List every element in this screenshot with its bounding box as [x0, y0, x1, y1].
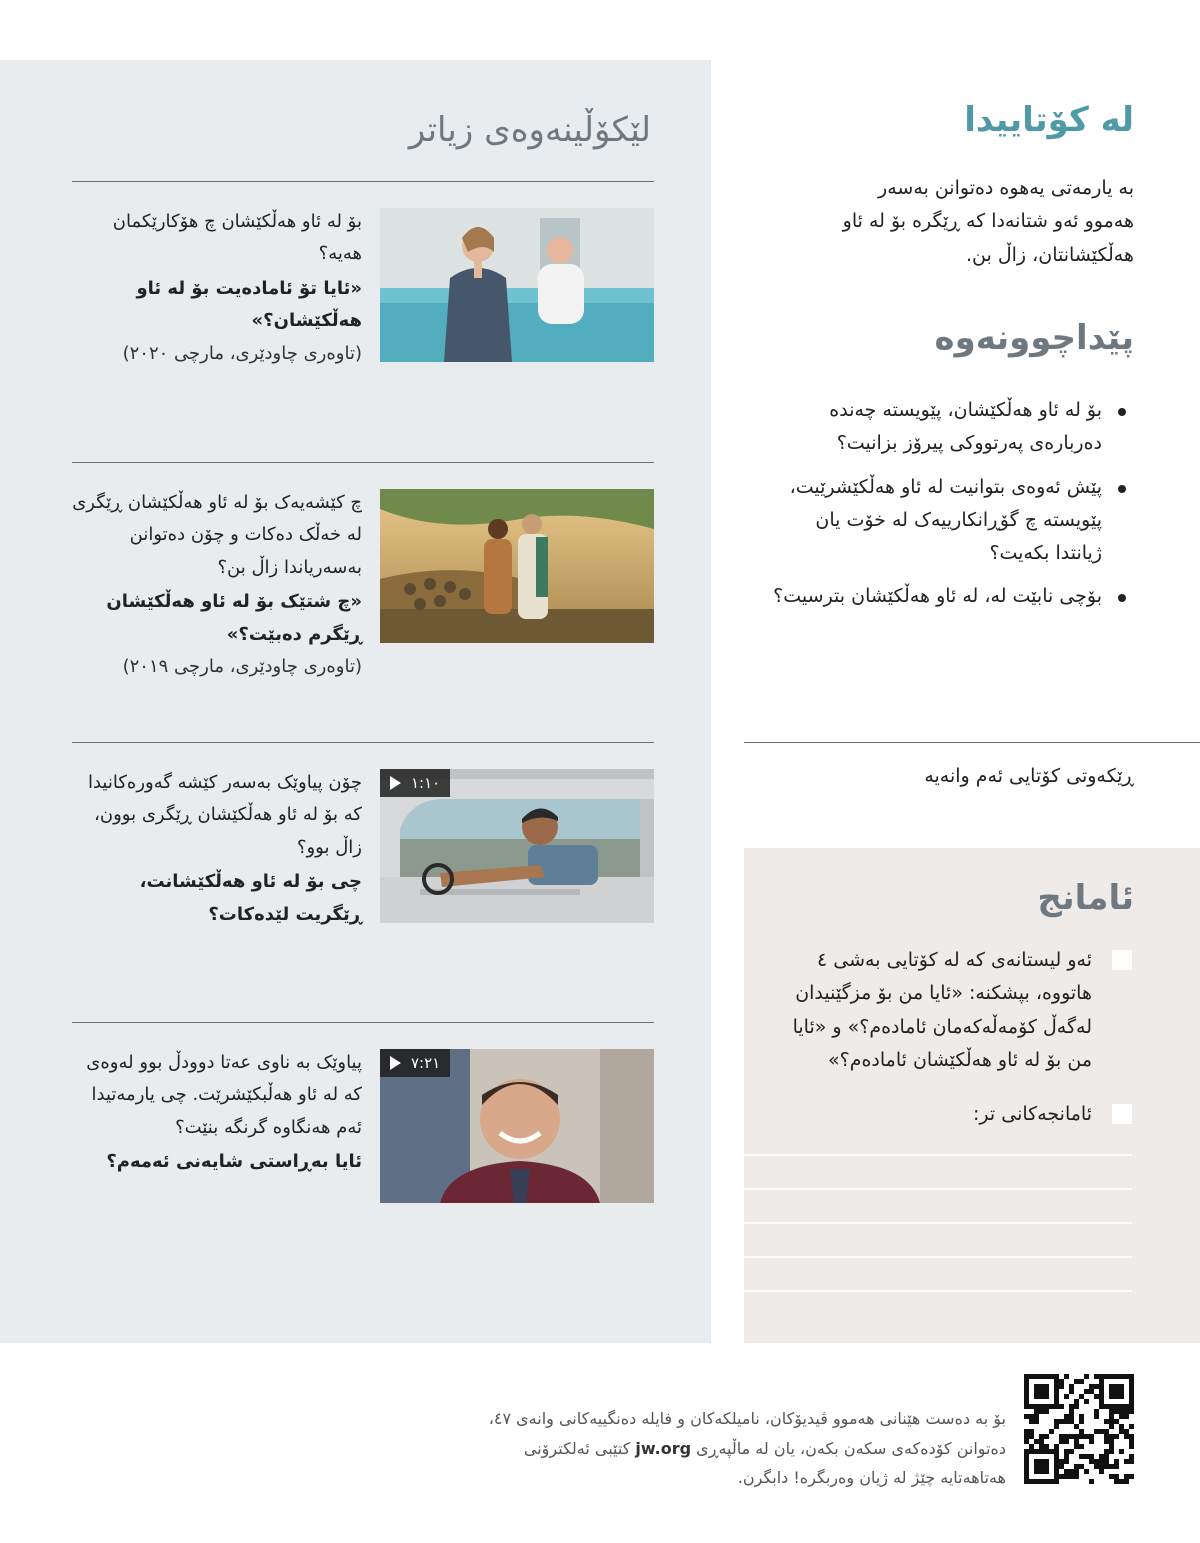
study-link-title[interactable]: «چ شتێک بۆ لە ئاو هەڵکێشان ڕێگرم دەبێت؟»: [106, 591, 362, 645]
goals-panel: [744, 848, 1200, 1343]
smiling-man-video[interactable]: [380, 1049, 654, 1203]
last-lesson-date-label: ڕێکەوتی کۆتایی ئەم وانەیە: [924, 765, 1134, 787]
study-question: پیاوێک بە ناوی عەتا دوودڵ بوو لەوەی کە لە ئاو هەڵبکێشرێت. چی یارمەتیدا ئەم هەنگاوە گرنگە بنێت؟: [86, 1052, 362, 1138]
study-question: چ کێشەیەک بۆ لە ئاو هەڵکێشان ڕێگری لە خەڵک دەکات و چۆن دەتوانن بەسەریاندا زاڵ بن؟: [72, 492, 362, 578]
footer-text-after: کتێبی ئەلکترۆنی هەتاهەتایە چێژ لە ژیان وەربگرە! دابگرن.: [523, 1438, 1006, 1488]
summary-body: بە یارمەتی یەهوە دەتوانن بەسەر هەموو ئەو شتانەدا کە ڕێگرە بۆ لە ئاو هەڵکێشانتان، زاڵ بن.: [842, 177, 1134, 266]
further-study-panel: [0, 60, 711, 1343]
study-link-title[interactable]: «ئایا تۆ ئامادەیت بۆ لە ئاو هەڵکێشان؟»: [136, 277, 362, 332]
further-study-title: لێکۆڵینەوەی زیاتر: [408, 110, 651, 150]
footer-site-link[interactable]: jw.org: [635, 1438, 692, 1458]
goal-item: ئەو لیستانەی کە لە کۆتایی بەشی ٤ هاتووە، بپشکنە: «ئایا من بۆ مزگێنیدان لەگەڵ کۆمەڵەکەمان ئامادەم؟» و «ئایا من بۆ لە ئاو هەڵکێشان ئامادەم؟»: [792, 949, 1092, 1071]
study-item[interactable]: [72, 462, 654, 702]
play-icon: [390, 776, 401, 790]
review-list: [770, 394, 1130, 624]
qr-code[interactable]: [1024, 1374, 1134, 1484]
goal-checkbox[interactable]: [1112, 950, 1132, 970]
video-duration-badge: [380, 769, 450, 797]
study-question: چۆن پیاوێک بەسەر کێشە گەورەکانیدا کە بۆ لە ئاو هەڵکێشان ڕێگری بوون، زاڵ بوو؟: [87, 772, 362, 858]
write-line[interactable]: [744, 1256, 1132, 1258]
study-question: بۆ لە ئاو هەڵکێشان چ هۆکارێکمان هەیە؟: [112, 211, 362, 265]
goal-item: ئامانجەکانی تر:: [973, 1103, 1092, 1125]
write-line[interactable]: [744, 1290, 1132, 1292]
study-source: (تاوەری چاودێری، مارچی ٢٠٢٠): [122, 342, 362, 364]
goals-title: ئامانج: [1037, 878, 1134, 918]
footer-note: [486, 1404, 1006, 1493]
study-text: [72, 487, 362, 683]
study-item[interactable]: [72, 181, 654, 421]
review-item: پێش ئەوەی بتوانیت لە ئاو هەڵکێشرێیت، پێویستە چ گۆڕانکارییەک لە خۆت یان ژیانتدا بکەیت؟: [770, 471, 1130, 571]
study-text: [72, 1047, 362, 1179]
summary-title: لە کۆتاییدا: [964, 100, 1134, 140]
ethiopian-eunuch-painting[interactable]: [380, 489, 654, 643]
divider: [744, 742, 1200, 743]
baptism-pool-photo[interactable]: [380, 208, 654, 362]
study-item[interactable]: [72, 742, 654, 982]
video-duration: ١:١٠: [411, 774, 441, 792]
study-item[interactable]: [72, 1022, 654, 1262]
study-text: [72, 767, 362, 931]
video-duration: ٧:٢١: [411, 1054, 441, 1072]
review-title: پێداچوونەوە: [934, 318, 1134, 358]
study-source: (تاوەری چاودێری، مارچی ٢٠١٩): [122, 655, 362, 677]
study-text: [72, 206, 362, 370]
write-line[interactable]: [744, 1154, 1132, 1156]
goal-checkbox[interactable]: [1112, 1104, 1132, 1124]
man-driving-video[interactable]: [380, 769, 654, 923]
write-line[interactable]: [744, 1188, 1132, 1190]
study-link-title[interactable]: ئایا بەڕاستی شایەنی ئەمەم؟: [106, 1151, 362, 1173]
video-duration-badge: [380, 1049, 450, 1077]
review-item: بۆچی نابێت لە، لە ئاو هەڵکێشان بترسیت؟: [770, 580, 1130, 613]
write-line[interactable]: [744, 1222, 1132, 1224]
footer-text-before: بۆ بە دەست هێنانی هەموو ڤیدیۆکان، نامیلکەکان و فایلە دەنگییەکانی وانەی ٤٧، دەتوانن کۆدەکەی سکەن بکەن، یان لە ماڵپەڕی: [488, 1409, 1006, 1458]
review-item: بۆ لە ئاو هەڵکێشان، پێویستە چەندە دەربارەی پەرتووکی پیرۆز بزانیت؟: [770, 394, 1130, 461]
play-icon: [390, 1056, 401, 1070]
study-link-title[interactable]: چی بۆ لە ئاو هەڵکێشانت، ڕێگریت لێدەکات؟: [139, 871, 362, 925]
